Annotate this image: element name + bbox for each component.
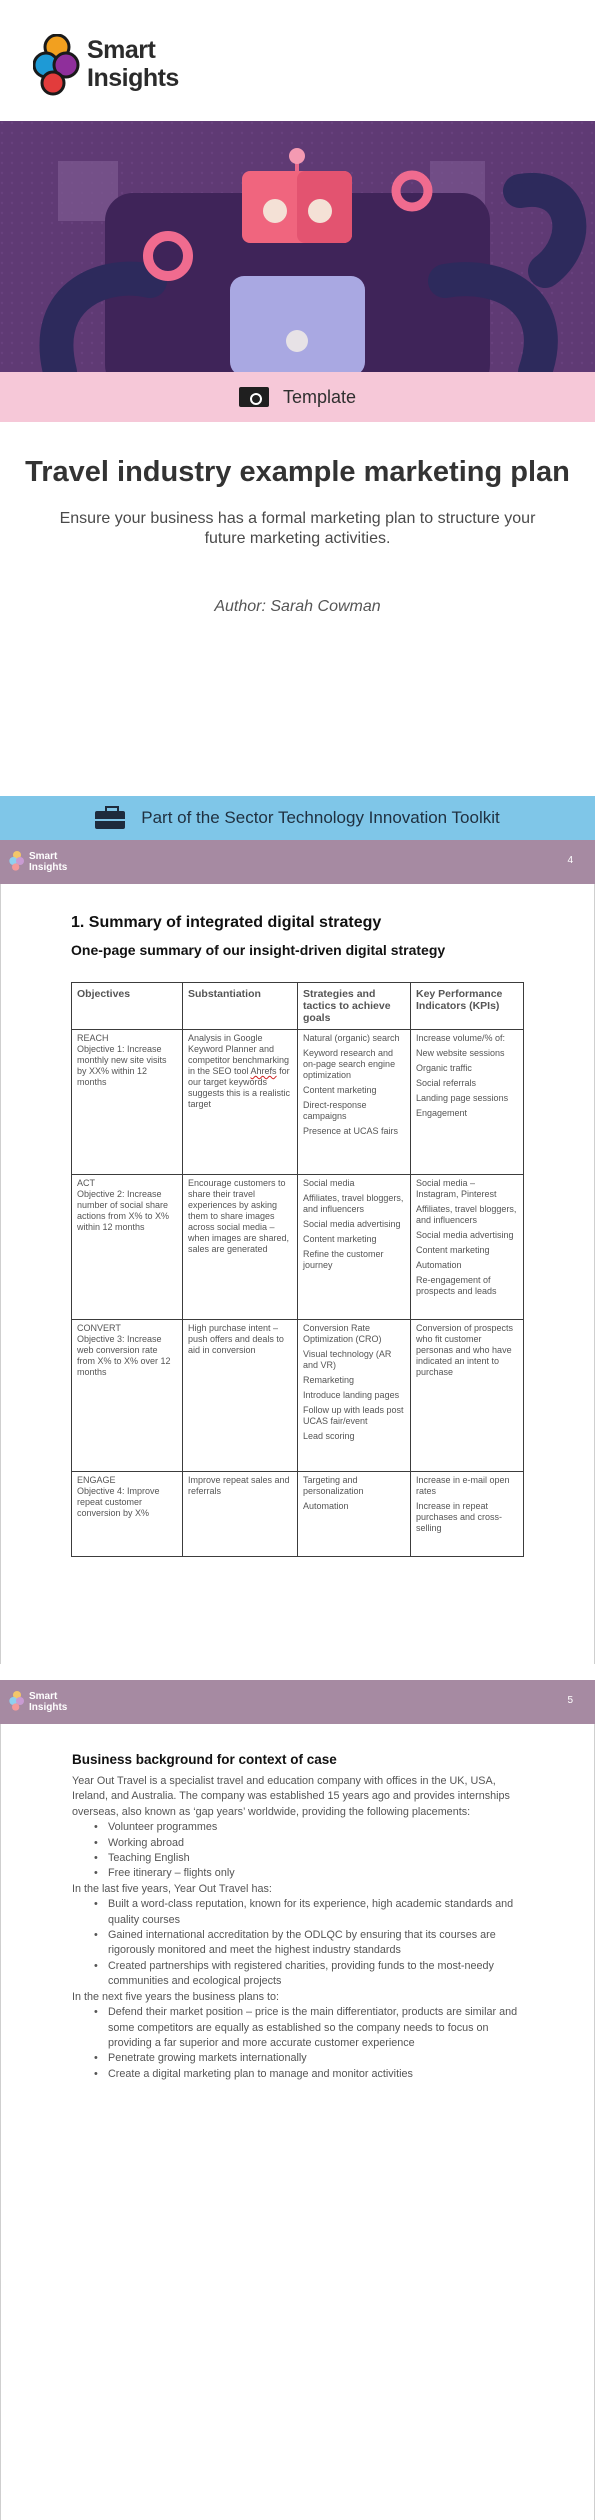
strategies-cell <box>298 1472 411 1557</box>
list-item: • Defend their market position – price is the main differentiator, products are similar and some competitors are equally as established so the company needs to focus on providing a far superior and more accurate customer experience <box>108 2005 526 2051</box>
strategy-item: Automation <box>303 1501 349 1511</box>
template-banner <box>0 372 595 422</box>
document-title: Travel industry example marketing plan <box>25 456 570 488</box>
strategy-item: Content marketing <box>303 1234 377 1244</box>
list-item: • Free itinerary – flights only <box>108 1866 526 1881</box>
list-item: • Volunteer programmes <box>108 1820 526 1835</box>
template-label: Template <box>282 386 357 407</box>
list-item: • Gained international accreditation by the ODLQC by ensuring that its courses are rigorously monitored and meet the highest industry standards <box>108 1928 526 1959</box>
objective-title: ACT <box>77 1178 95 1188</box>
list-item: • Teaching English <box>108 1851 526 1866</box>
achievements-list <box>108 1897 526 1989</box>
strategy-item: Affiliates, travel bloggers, and influencers <box>303 1193 404 1214</box>
logo-wordmark <box>87 36 179 92</box>
kpi-item: Landing page sessions <box>416 1093 509 1103</box>
column-header: Substantiation <box>183 983 298 1030</box>
strategies-cell <box>298 1175 411 1320</box>
toolkit-label: Part of the Sector Technology Innovation Toolkit <box>141 808 500 827</box>
strategy-item: Refine the customer journey <box>303 1249 384 1270</box>
table-row <box>72 1175 524 1320</box>
strategy-item: Direct-response campaigns <box>303 1100 367 1121</box>
kpi-cell <box>411 1030 524 1175</box>
strategy-item: Social media advertising <box>303 1219 401 1229</box>
logo-line-1: Smart <box>87 36 156 64</box>
strategies-cell <box>298 1030 411 1175</box>
column-header: Objectives <box>72 983 183 1030</box>
header-logo-line-2: Insights <box>29 1702 68 1713</box>
substantiation-cell <box>183 1030 298 1175</box>
strategy-item: Follow up with leads post UCAS fair/event <box>303 1405 404 1426</box>
header-logo-line-1: Smart <box>29 851 58 862</box>
plans-list <box>108 2005 526 2082</box>
strategies-cell <box>298 1320 411 1472</box>
intro-paragraph: Year Out Travel is a specialist travel and education company with offices in the UK, USA, Ireland, and Australia. The company was established 15 years ago and provides internships overseas, also known as ‘gap years’ worldwide, providing the following placements: <box>72 1775 510 1818</box>
kpi-item: Affiliates, travel bloggers, and influencers <box>416 1204 517 1225</box>
substantiation-cell: High purchase intent – push offers and deals to aid in conversion <box>183 1320 298 1472</box>
placements-list <box>108 1820 526 1882</box>
strategy-item: Social media <box>303 1178 355 1188</box>
strategy-item: Remarketing <box>303 1375 355 1385</box>
strategy-table <box>71 982 524 1557</box>
objective-title: ENGAGE <box>77 1475 116 1485</box>
column-header: Key Performance Indicators (KPIs) <box>411 983 524 1030</box>
kpi-item: Increase in e-mail open rates <box>416 1475 510 1496</box>
next-five-years-label: In the next five years the business plans to: <box>72 1990 280 2003</box>
page-number: 4 <box>567 855 573 866</box>
objective-text: Objective 1: Increase monthly new site visits by XX% within 12 months <box>77 1044 167 1087</box>
kpi-item: Organic traffic <box>416 1063 472 1073</box>
document-author: Author: Sarah Cowman <box>214 598 381 615</box>
kpi-cell <box>411 1472 524 1557</box>
substantiation-text: for our target keywords suggests this is a realistic target <box>188 1066 291 1109</box>
misspelled-word: Ahrefs <box>250 1066 277 1076</box>
logo-mark-icon <box>9 848 25 874</box>
section-subheading: One-page summary of our insight-driven digital strategy <box>71 942 446 958</box>
logo-mark-icon <box>33 34 81 96</box>
kpi-item: Automation <box>416 1260 462 1270</box>
strategy-item: Keyword research and on-page search engine optimization <box>303 1048 396 1080</box>
hero-illustration <box>0 121 595 372</box>
strategy-item: Content marketing <box>303 1085 377 1095</box>
strategy-item: Introduce landing pages <box>303 1390 400 1400</box>
kpi-item: Social media advertising <box>416 1230 514 1240</box>
header-logo-line-2: Insights <box>29 862 68 873</box>
list-item: • Create a digital marketing plan to manage and monitor activities <box>108 2067 526 2082</box>
substantiation-text: Analysis in Google Keyword Planner and competitor benchmarking in the SEO tool <box>188 1033 290 1076</box>
toolkit-banner[interactable] <box>0 796 595 840</box>
table-row <box>72 1030 524 1175</box>
objective-text: Objective 3: Increase web conversion rate from X% to X% over 12 months <box>77 1334 171 1377</box>
page-5-header <box>0 1680 595 1724</box>
objective-text: Objective 2: Increase number of social share actions from X% to X% within 12 months <box>77 1189 170 1232</box>
page-4-header <box>0 840 595 884</box>
substantiation-cell: Encourage customers to share their travel experiences by asking them to share images across social media – when images are shared, sales are generated <box>183 1175 298 1320</box>
section-heading: 1. Summary of integrated digital strategy <box>71 914 382 931</box>
header-logo <box>9 848 79 876</box>
objective-cell <box>72 1175 183 1320</box>
kpi-item: Social media – Instagram, Pinterest <box>416 1178 497 1199</box>
logo-line-2: Insights <box>87 64 179 92</box>
kpi-item: Re-engagement of prospects and leads <box>416 1275 497 1296</box>
table-row <box>72 1472 524 1557</box>
strategy-item: Visual technology (AR and VR) <box>303 1349 392 1370</box>
section-heading: Business background for context of case <box>72 1752 337 1767</box>
kpi-item: Increase volume/% of: <box>416 1033 506 1043</box>
table-row <box>72 1320 524 1472</box>
objective-cell <box>72 1030 183 1175</box>
header-logo-line-1: Smart <box>29 1691 58 1702</box>
page-number: 5 <box>567 1695 573 1706</box>
last-five-years-label: In the last five years, Year Out Travel has: <box>72 1882 272 1895</box>
objective-cell <box>72 1472 183 1557</box>
substantiation-cell: Improve repeat sales and referrals <box>183 1472 298 1557</box>
list-item: • Built a word-class reputation, known for its experience, high academic standards and quality courses <box>108 1897 526 1928</box>
list-item: • Created partnerships with registered charities, providing funds to the most-needy communities and ecological projects <box>108 1959 526 1990</box>
briefcase-icon <box>95 811 125 829</box>
camera-icon <box>239 387 269 407</box>
list-item: • Penetrate growing markets internationally <box>108 2051 526 2066</box>
objective-text: Objective 4: Improve repeat customer conversion by X% <box>77 1486 160 1518</box>
smart-insights-logo <box>33 32 183 102</box>
strategy-item: Presence at UCAS fairs <box>303 1126 399 1136</box>
kpi-item: Social referrals <box>416 1078 477 1088</box>
header-logo <box>9 1688 79 1716</box>
strategy-item: Lead scoring <box>303 1431 355 1441</box>
kpi-item: New website sessions <box>416 1048 505 1058</box>
strategy-item: Natural (organic) search <box>303 1033 400 1043</box>
kpi-item: Conversion of prospects who fit customer personas and who have indicated an intent to purchase <box>416 1323 514 1377</box>
kpi-item: Content marketing <box>416 1245 490 1255</box>
kpi-item: Engagement <box>416 1108 468 1118</box>
objective-title: CONVERT <box>77 1323 121 1333</box>
kpi-cell <box>411 1175 524 1320</box>
list-item: • Working abroad <box>108 1836 526 1851</box>
objective-title: REACH <box>77 1033 109 1043</box>
objective-cell <box>72 1320 183 1472</box>
strategy-item: Conversion Rate Optimization (CRO) <box>303 1323 382 1344</box>
kpi-item: Increase in repeat purchases and cross-selling <box>416 1501 503 1533</box>
robot-illustration-icon <box>0 121 595 372</box>
column-header: Strategies and tactics to achieve goals <box>298 983 411 1030</box>
document-subtitle: Ensure your business has a formal marketing plan to structure your future marketing activities. <box>59 510 536 547</box>
table-header-row <box>72 983 524 1030</box>
strategy-item: Targeting and personalization <box>303 1475 364 1496</box>
logo-mark-icon <box>9 1688 25 1714</box>
business-background-body <box>72 1774 526 2082</box>
kpi-cell <box>411 1320 524 1472</box>
